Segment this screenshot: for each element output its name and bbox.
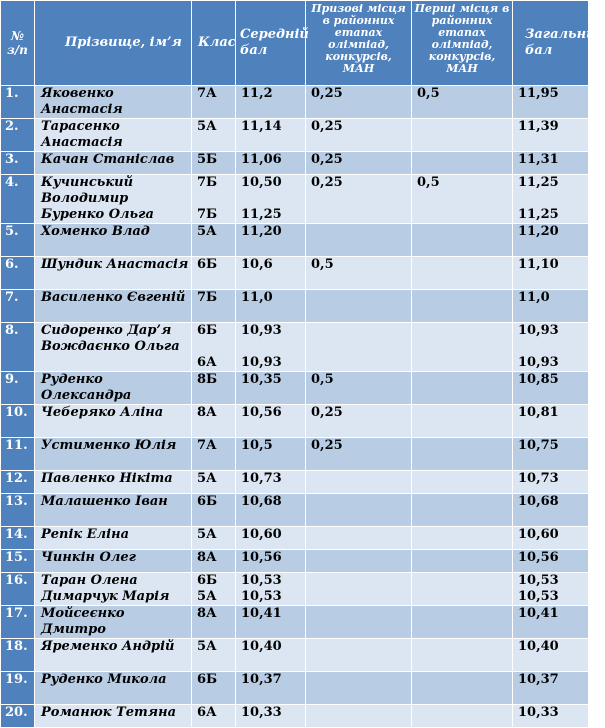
first-place-score-cell: 0,5 xyxy=(412,175,513,224)
average-score-cell: 10,56 xyxy=(236,550,306,573)
first-place-score-cell xyxy=(412,573,513,606)
first-place-score-cell xyxy=(412,550,513,573)
student-name-cell: Руденко Олександра xyxy=(35,372,192,405)
row-number-cell: 7. xyxy=(1,290,35,323)
prize-score-cell xyxy=(306,323,412,372)
first-place-score-cell: 0,5 xyxy=(412,86,513,119)
student-name-cell: Тарасенко Анастасія xyxy=(35,119,192,152)
total-score-second: 11,25 xyxy=(518,207,559,222)
student-name: Таран Олена xyxy=(41,573,138,588)
prize-score-cell xyxy=(306,494,412,527)
prize-score-cell xyxy=(306,290,412,323)
student-name-second: Буренко Ольга xyxy=(41,207,154,222)
table-row xyxy=(1,527,589,550)
student-name-cell: Василенко Євгеній xyxy=(35,290,192,323)
total-score-cell: 11,0 xyxy=(513,290,589,323)
header-average: Середній бал xyxy=(236,1,306,86)
table-row xyxy=(1,550,589,573)
student-name-cell: Шундик Анастасія xyxy=(35,257,192,290)
row-number-cell: 4. xyxy=(1,175,35,224)
student-class-cell: 8А xyxy=(192,550,236,573)
row-number-cell: 13. xyxy=(1,494,35,527)
row-number-cell: 9. xyxy=(1,372,35,405)
row-number-cell: 11. xyxy=(1,438,35,471)
header-class: Клас xyxy=(192,1,236,86)
first-place-score-cell xyxy=(412,639,513,672)
student-class-cell: 5А xyxy=(192,471,236,494)
student-class-cell: 5А xyxy=(192,639,236,672)
average-score-cell: 10,33 xyxy=(236,705,306,728)
student-name-cell: Яременко Андрій xyxy=(35,639,192,672)
average-score-cell: 10,5 xyxy=(236,438,306,471)
table-row xyxy=(1,152,589,175)
first-place-score-cell xyxy=(412,527,513,550)
student-class-cell: 6Б xyxy=(192,257,236,290)
header-prize-places: Призові місця в районних етапах олімпіад, конкурсів, МАН xyxy=(306,1,412,86)
student-class: 7Б xyxy=(197,175,218,190)
prize-score-cell: 0,5 xyxy=(306,372,412,405)
total-score-cell: 10,68 xyxy=(513,494,589,527)
total-score-cell xyxy=(513,175,589,224)
total-score-cell xyxy=(513,323,589,372)
average-score-cell: 10,60 xyxy=(236,527,306,550)
average-score-second: 10,93 xyxy=(241,355,282,370)
average-score-cell: 11,0 xyxy=(236,290,306,323)
prize-score-cell: 0,25 xyxy=(306,405,412,438)
student-class-cell: 8А xyxy=(192,405,236,438)
average-score-cell: 10,73 xyxy=(236,471,306,494)
prize-score-cell xyxy=(306,224,412,257)
total-score: 10,93 xyxy=(518,323,559,338)
student-name-cell: Хоменко Влад xyxy=(35,224,192,257)
first-place-score-cell xyxy=(412,438,513,471)
row-number-cell: 2. xyxy=(1,119,35,152)
student-name: Кучинський Володимир xyxy=(41,175,134,206)
average-score-second: 11,25 xyxy=(241,207,282,222)
prize-score-cell xyxy=(306,606,412,639)
header-total: Загальний бал xyxy=(513,1,589,86)
prize-score-cell: 0,5 xyxy=(306,257,412,290)
total-score-cell: 11,20 xyxy=(513,224,589,257)
total-score-cell: 10,37 xyxy=(513,672,589,705)
total-score-cell: 10,41 xyxy=(513,606,589,639)
total-score-cell: 11,10 xyxy=(513,257,589,290)
student-name-cell xyxy=(35,323,192,372)
first-place-score-cell xyxy=(412,672,513,705)
table-row xyxy=(1,405,589,438)
prize-score-cell: 0,25 xyxy=(306,152,412,175)
row-number-cell: 19. xyxy=(1,672,35,705)
average-score-cell xyxy=(236,323,306,372)
header-number: № з/п xyxy=(1,1,35,86)
student-class-cell: 5А xyxy=(192,224,236,257)
student-name-cell: Устименко Юлія xyxy=(35,438,192,471)
total-score-cell: 10,56 xyxy=(513,550,589,573)
first-place-score-cell xyxy=(412,323,513,372)
student-name-cell: Романюк Тетяна xyxy=(35,705,192,728)
first-place-score-cell xyxy=(412,705,513,728)
average-score-cell: 10,41 xyxy=(236,606,306,639)
average-score-cell: 10,40 xyxy=(236,639,306,672)
average-score-cell: 11,06 xyxy=(236,152,306,175)
student-class: 6Б xyxy=(197,573,218,588)
total-score: 11,25 xyxy=(518,175,559,190)
header-first-places: Перші місця в районних етапах олімпіад, конкурсів, МАН xyxy=(412,1,513,86)
row-number-cell: 3. xyxy=(1,152,35,175)
student-name-cell: Руденко Микола xyxy=(35,672,192,705)
table-row xyxy=(1,573,589,606)
student-class-second: 5А xyxy=(197,589,217,604)
first-place-score-cell xyxy=(412,152,513,175)
row-number-cell: 1. xyxy=(1,86,35,119)
first-place-score-cell xyxy=(412,405,513,438)
student-class-cell: 7А xyxy=(192,86,236,119)
student-name: Сидоренко Дар’я xyxy=(41,323,172,338)
student-class-cell: 7А xyxy=(192,438,236,471)
total-score-cell: 10,60 xyxy=(513,527,589,550)
prize-score-cell xyxy=(306,471,412,494)
average-score-cell: 11,20 xyxy=(236,224,306,257)
student-name-cell: Чинкін Олег xyxy=(35,550,192,573)
student-name-cell xyxy=(35,573,192,606)
prize-score-cell: 0,25 xyxy=(306,119,412,152)
row-number-cell: 6. xyxy=(1,257,35,290)
total-score-cell: 10,33 xyxy=(513,705,589,728)
prize-score-cell xyxy=(306,705,412,728)
row-number-cell: 5. xyxy=(1,224,35,257)
student-class-cell: 6Б xyxy=(192,494,236,527)
row-number-cell: 14. xyxy=(1,527,35,550)
student-class-cell: 5А xyxy=(192,119,236,152)
student-class-second: 7Б xyxy=(197,207,218,222)
table-row xyxy=(1,606,589,639)
total-score-cell: 10,85 xyxy=(513,372,589,405)
student-name-cell: Репік Еліна xyxy=(35,527,192,550)
table-row xyxy=(1,175,589,224)
first-place-score-cell xyxy=(412,290,513,323)
student-class-cell xyxy=(192,175,236,224)
prize-score-cell: 0,25 xyxy=(306,438,412,471)
row-number-cell: 10. xyxy=(1,405,35,438)
average-score: 10,53 xyxy=(241,573,282,588)
student-name-second: Вождаєнко Ольга xyxy=(41,339,180,354)
first-place-score-cell xyxy=(412,471,513,494)
table-row xyxy=(1,705,589,728)
table-row xyxy=(1,119,589,152)
student-name-cell: Малашенко Іван xyxy=(35,494,192,527)
row-number-cell: 15. xyxy=(1,550,35,573)
prize-score-cell: 0,25 xyxy=(306,86,412,119)
average-score-cell xyxy=(236,175,306,224)
row-number-cell: 16. xyxy=(1,573,35,606)
average-score: 10,93 xyxy=(241,323,282,338)
total-score-cell: 10,73 xyxy=(513,471,589,494)
total-score-cell: 11,95 xyxy=(513,86,589,119)
table-row xyxy=(1,86,589,119)
average-score: 10,50 xyxy=(241,175,282,190)
student-name-cell: Качан Станіслав xyxy=(35,152,192,175)
total-score-cell: 10,40 xyxy=(513,639,589,672)
student-name-cell: Павленко Нікіта xyxy=(35,471,192,494)
student-name-cell: Мойсеєнко Дмитро xyxy=(35,606,192,639)
table-row xyxy=(1,471,589,494)
student-class-cell: 7Б xyxy=(192,290,236,323)
average-score-cell: 10,56 xyxy=(236,405,306,438)
row-number-cell: 8. xyxy=(1,323,35,372)
total-score: 10,53 xyxy=(518,573,559,588)
table-row xyxy=(1,224,589,257)
student-class-cell: 8Б xyxy=(192,372,236,405)
row-number-cell: 18. xyxy=(1,639,35,672)
student-name-cell: Чеберяко Аліна xyxy=(35,405,192,438)
total-score-second: 10,53 xyxy=(518,589,559,604)
average-score-cell xyxy=(236,573,306,606)
prize-score-cell xyxy=(306,527,412,550)
student-class-cell: 8А xyxy=(192,606,236,639)
header-row xyxy=(1,1,589,86)
prize-score-cell: 0,25 xyxy=(306,175,412,224)
total-score-cell: 11,39 xyxy=(513,119,589,152)
first-place-score-cell xyxy=(412,119,513,152)
first-place-score-cell xyxy=(412,606,513,639)
table-row xyxy=(1,639,589,672)
first-place-score-cell xyxy=(412,494,513,527)
average-score-cell: 10,37 xyxy=(236,672,306,705)
row-number-cell: 12. xyxy=(1,471,35,494)
first-place-score-cell xyxy=(412,257,513,290)
student-class-cell: 6А xyxy=(192,705,236,728)
first-place-score-cell xyxy=(412,224,513,257)
table-row xyxy=(1,494,589,527)
row-number-cell: 20. xyxy=(1,705,35,728)
student-class-cell: 5А xyxy=(192,527,236,550)
prize-score-cell xyxy=(306,639,412,672)
total-score-second: 10,93 xyxy=(518,355,559,370)
row-number-cell: 17. xyxy=(1,606,35,639)
average-score-cell: 10,68 xyxy=(236,494,306,527)
student-class-cell xyxy=(192,573,236,606)
table-row xyxy=(1,323,589,372)
student-class: 6Б xyxy=(197,323,218,338)
header-name: Прізвище, ім’я xyxy=(35,1,192,86)
average-score-second: 10,53 xyxy=(241,589,282,604)
average-score-cell: 11,14 xyxy=(236,119,306,152)
prize-score-cell xyxy=(306,672,412,705)
student-name-cell: Яковенко Анастасія xyxy=(35,86,192,119)
average-score-cell: 10,35 xyxy=(236,372,306,405)
table-row xyxy=(1,672,589,705)
total-score-cell xyxy=(513,573,589,606)
total-score-cell: 10,81 xyxy=(513,405,589,438)
total-score-cell: 11,31 xyxy=(513,152,589,175)
average-score-cell: 10,6 xyxy=(236,257,306,290)
table-row xyxy=(1,438,589,471)
student-class-second: 6А xyxy=(197,355,217,370)
total-score-cell: 10,75 xyxy=(513,438,589,471)
prize-score-cell xyxy=(306,573,412,606)
table-row xyxy=(1,257,589,290)
first-place-score-cell xyxy=(412,372,513,405)
student-class-cell: 5Б xyxy=(192,152,236,175)
table-row xyxy=(1,290,589,323)
student-name-second: Димарчук Марія xyxy=(41,589,170,604)
prize-score-cell xyxy=(306,550,412,573)
student-class-cell: 6Б xyxy=(192,672,236,705)
student-name-cell xyxy=(35,175,192,224)
average-score-cell: 11,2 xyxy=(236,86,306,119)
student-class-cell xyxy=(192,323,236,372)
table-row xyxy=(1,372,589,405)
